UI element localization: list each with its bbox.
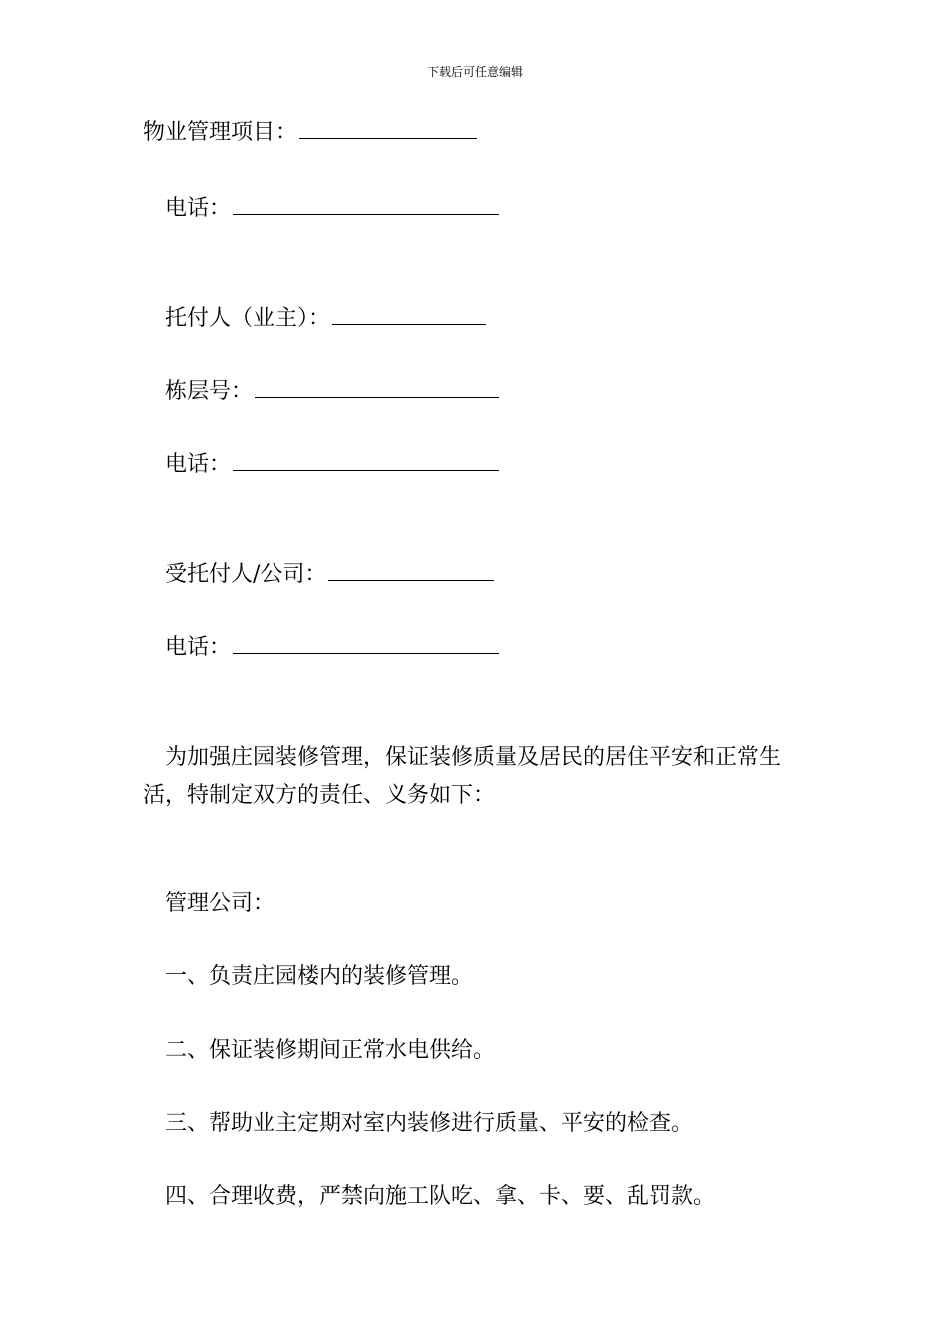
project-field [143,118,477,148]
mgmt-phone-label: 电话： [165,196,232,221]
owner-label: 托付人（业主）： [165,306,331,331]
unit-field [165,377,499,407]
mgmt-phone-blank[interactable] [233,213,499,215]
contractor-phone-label: 电话： [165,635,232,660]
duty-item-4: 四、合理收费，严禁向施工队吃、拿、卡、要、乱罚款。 [165,1184,716,1209]
project-blank[interactable] [299,137,477,139]
duty-item-3: 三、帮助业主定期对室内装修进行质量、平安的检查。 [165,1111,694,1136]
section-heading: 管理公司： [165,891,276,916]
intro-paragraph: 为加强庄园装修管理，保证装修质量及居民的居住平安和正常生活，特制定双方的责任、义务如下： [143,745,782,808]
unit-blank[interactable] [255,396,499,398]
contractor-blank[interactable] [328,579,494,581]
project-label: 物业管理项目： [143,120,298,145]
contractor-label: 受托付人/公司： [165,562,327,587]
duty-item-1: 一、负责庄园楼内的装修管理。 [165,964,474,989]
contractor-field [165,560,494,590]
unit-label: 栋层号： [165,379,254,404]
duty-item-2: 二、保证装修期间正常水电供给。 [165,1038,496,1063]
owner-phone-field [165,450,499,480]
owner-field [165,304,486,334]
contractor-phone-blank[interactable] [233,652,499,654]
owner-phone-label: 电话： [165,452,232,477]
owner-blank[interactable] [332,323,486,325]
owner-phone-blank[interactable] [233,469,499,471]
contractor-phone-field [165,633,499,663]
mgmt-phone-field [165,194,499,224]
header-note: 下载后可任意编辑 [426,65,523,79]
